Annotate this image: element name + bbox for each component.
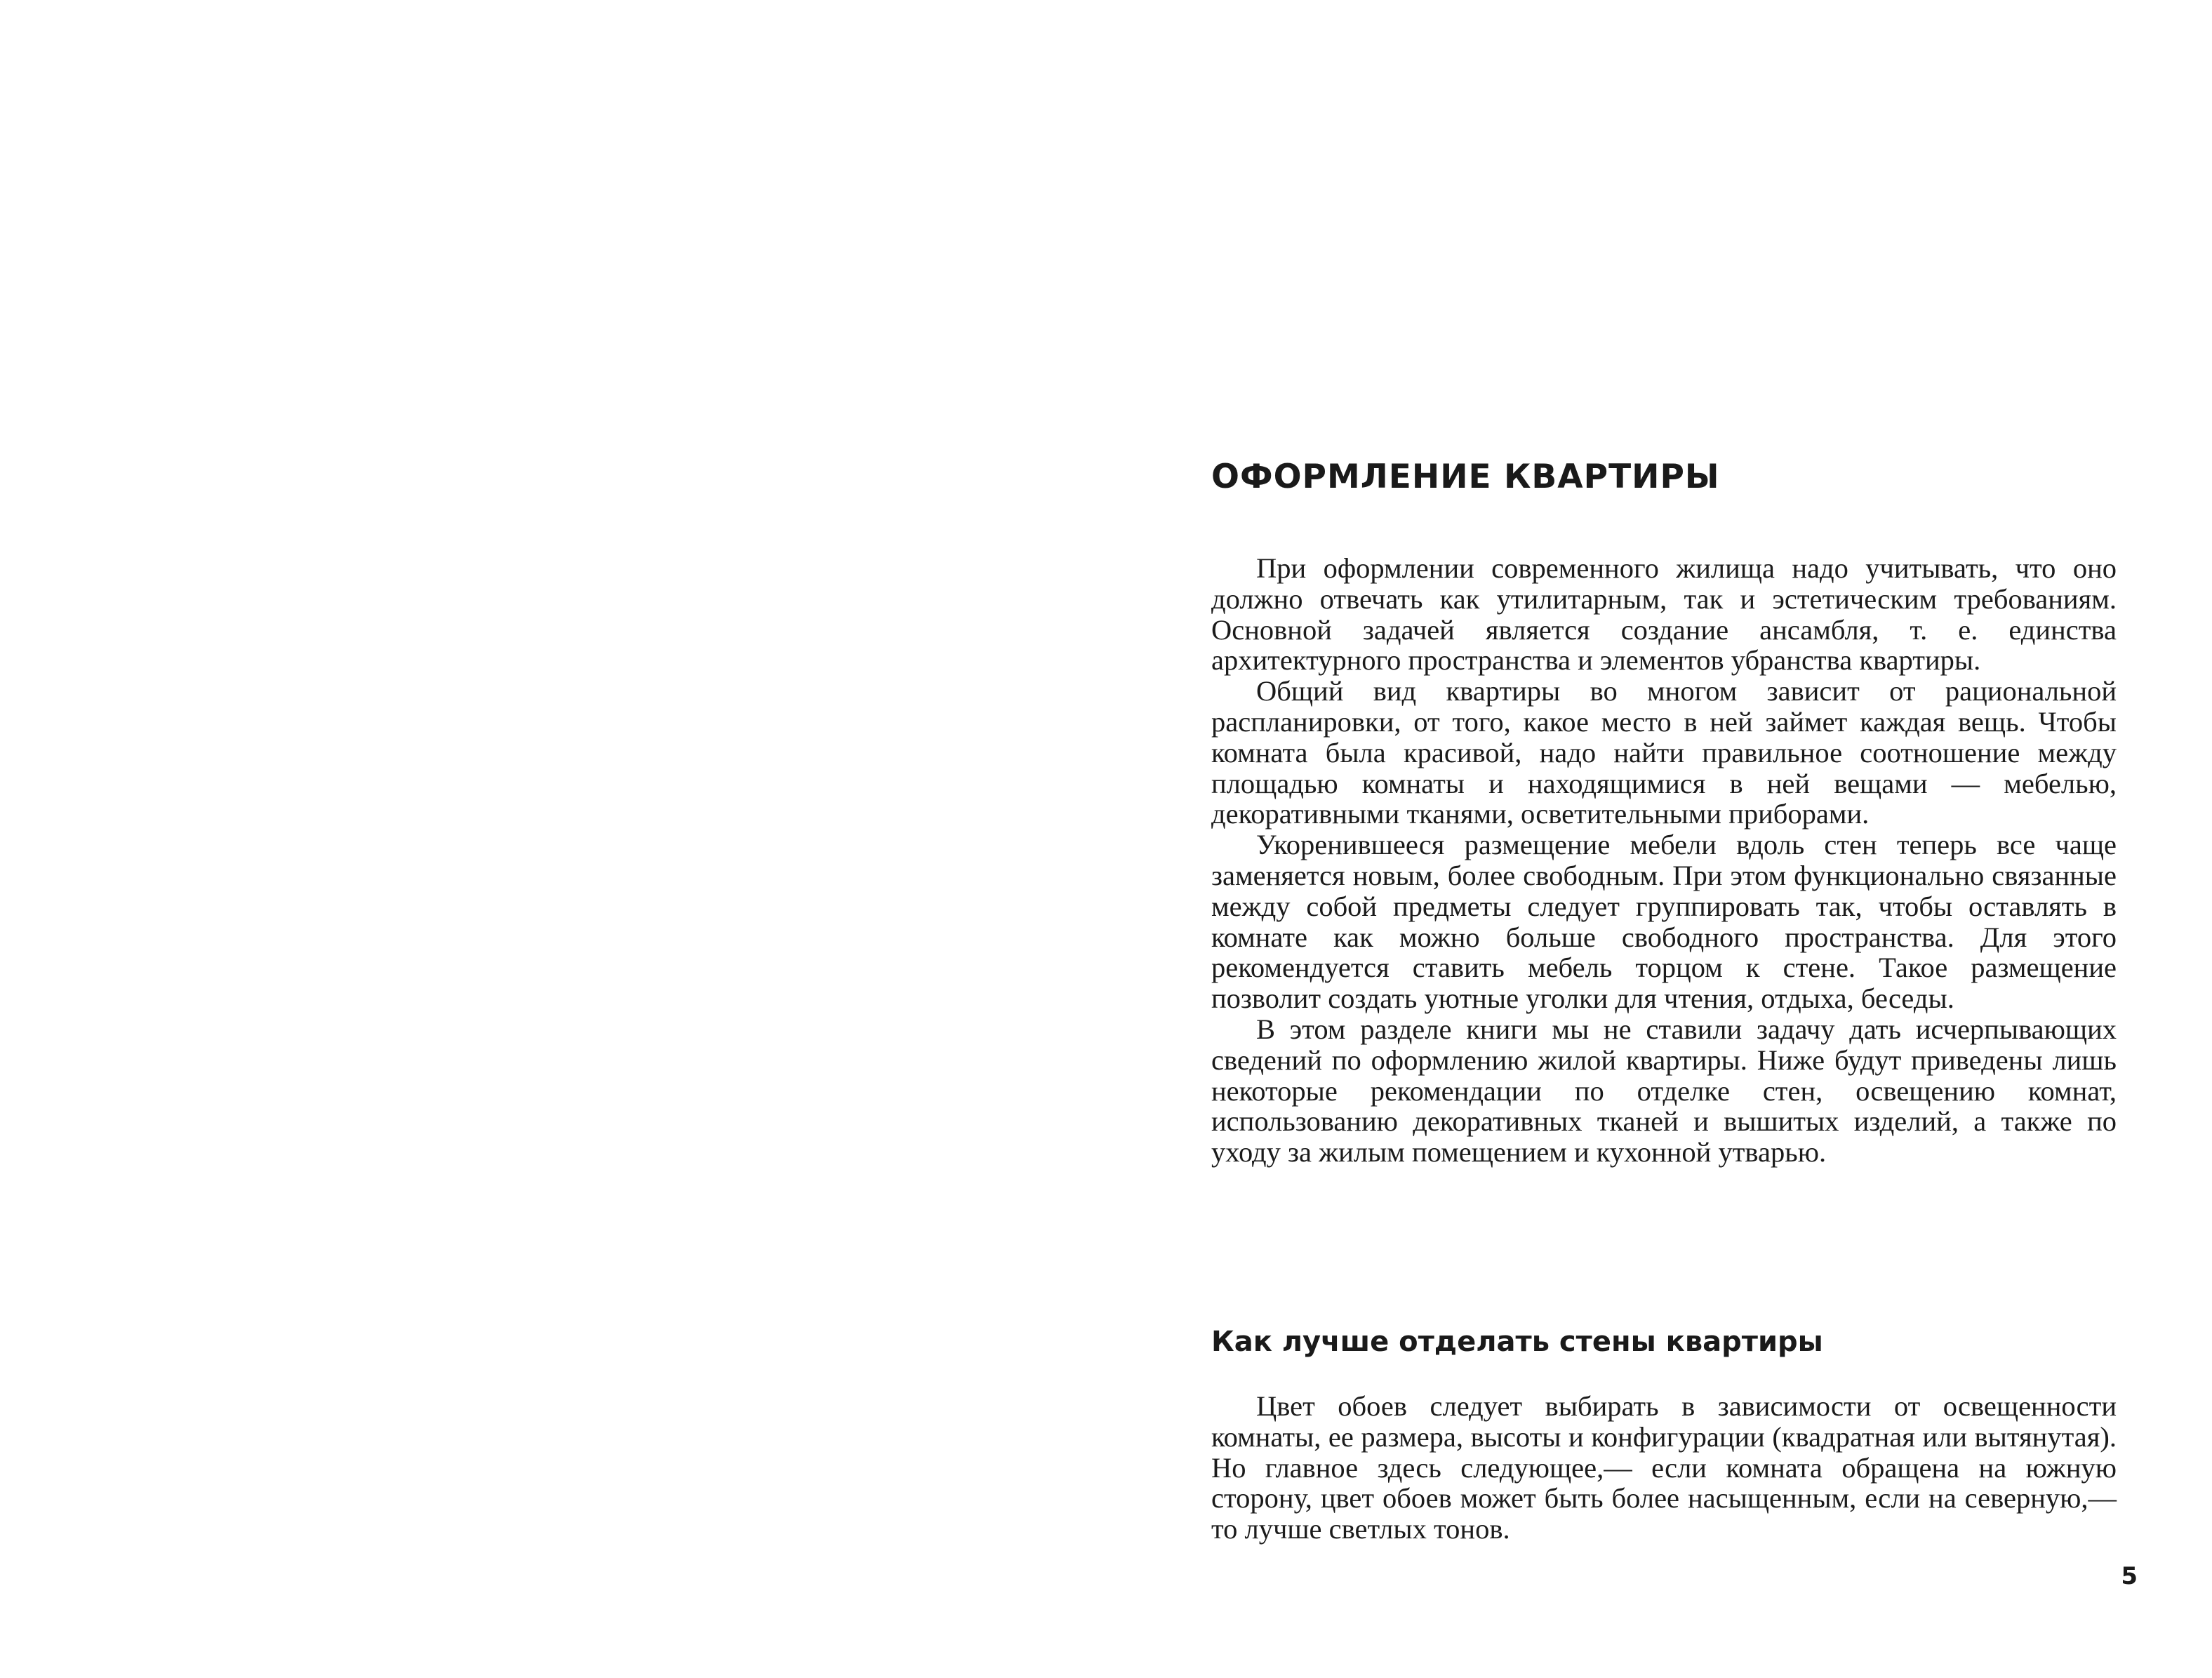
section-heading: Как лучше отделать стены квартиры	[1211, 1326, 1823, 1358]
chapter-paragraph: Общий вид квартиры во многом зависит от рациональной распланировки, от того, какое место в ней займет каждая вещь. Чтобы комната была красивой, надо найти правильное соотношение между площадью комнаты и находящимися в ней вещами — мебелью, декоративными тканями, осветительными приборами.	[1211, 675, 2117, 830]
chapter-body	[1211, 553, 2117, 1168]
chapter-paragraph: Укоренившееся размещение мебели вдоль стен теперь все чаще заменяется новым, более свободным. При этом функционально связанные между собой предметы следует группировать так, чтобы оставлять в комнате как можно больше свободного пространства. Для этого рекомендуется ставить мебель торцом к стене. Такое размещение позволит создать уютные уголки для чтения, отдыха, беседы.	[1211, 829, 2117, 1015]
chapter-paragraph: В этом разделе книги мы не ставили задачу дать исчерпывающих сведений по оформлению жилой квартиры. Ниже будут приведены лишь некоторые рекомендации по отделке стен, освещению комнат, использованию декоративных тканей и вышитых изделий, а также по уходу за жилым помещением и кухонной утварью.	[1211, 1013, 2117, 1168]
right-page	[1106, 0, 2212, 1678]
chapter-paragraph: При оформлении современного жилища надо учитывать, что оно должно отвечать как утилитарным, так и эстетическим требованиям. Основной задачей является создание ансамбля, т. е. единства архитектурного пространства и элементов убранства квартиры.	[1211, 552, 2117, 677]
page-number: 5	[2121, 1562, 2138, 1590]
section-body	[1211, 1391, 2117, 1545]
chapter-title: ОФОРМЛЕНИЕ КВАРТИРЫ	[1211, 458, 1720, 496]
section-paragraph: Цвет обоев следует выбирать в зависимости от освещенности комнаты, ее размера, высоты и конфигурации (квадратная или вытянутая). Но главное здесь следующее,— если комната обращена на южную сторону, цвет обоев может быть более насыщенным, если на северную,— то лучше светлых тонов.	[1211, 1390, 2117, 1545]
